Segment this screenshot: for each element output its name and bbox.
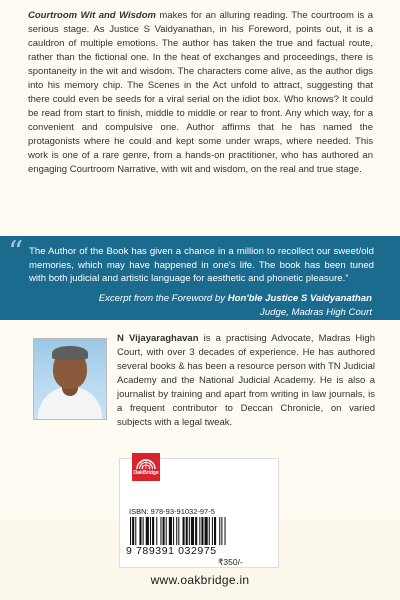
publisher-website[interactable]: www.oakbridge.in [150,573,250,587]
barcode-bar [183,517,185,545]
barcode-bar [199,517,200,545]
barcode-bar [186,517,188,545]
barcode-bar [146,517,149,545]
barcode-bar [219,517,220,545]
barcode-bar [130,517,131,545]
barcode-bar [221,517,222,545]
barcode-bar [212,517,213,545]
barcode-bar [191,517,194,545]
author-bio [117,332,375,430]
attribution-prefix: Excerpt from the Foreword by [98,293,228,304]
attribution-name: Hon'ble Justice S Vaidyanathan [227,293,372,304]
barcode-bar [160,517,161,545]
barcode-bar [156,517,157,545]
barcode-bar [176,517,177,545]
barcode-card [119,458,279,568]
price-label: ₹350/- [218,557,243,567]
barcode-bar [169,517,172,545]
author-name: N Vijayaraghavan [117,333,199,344]
attribution-title: Judge, Madras High Court [260,306,372,318]
foreword-quote-text: The Author of the Book has given a chance in a million to recollect our sweet/old memories, which may have happened in one's life. The book has been tuned with both judicial and artistic language for aesthetic and phonetic pleasure. [29,246,374,284]
barcode [130,517,266,545]
oakbridge-logo [132,453,160,481]
barcode-bar [214,517,216,545]
barcode-bar [189,517,190,545]
barcode-bar [152,517,154,545]
barcode-bar [178,517,179,545]
barcode-bar [201,517,203,545]
barcode-bar [132,517,134,545]
barcode-bar [166,517,167,545]
barcode-bar [150,517,151,545]
barcode-bar [209,517,210,545]
book-title-lead: Courtroom Wit and Wisdom [28,10,156,21]
barcode-bar [225,517,226,545]
barcode-bar [143,517,144,545]
foreword-quote-band [0,236,400,320]
barcode-bar [135,517,136,545]
barcode-bar [139,517,141,545]
barcode-bar [195,517,197,545]
foreword-quote [29,245,374,286]
bridge-arch-icon [135,456,157,470]
author-bio-text: is a practising Advocate, Madras High Court, with over 3 decades of experience. He has authored several books & has been a resource person with TN Judicial Academy and the National Judicial Academy. He is also a journalist by training and apart from writing in law journals, is a frequent contributor to Deccan Chronicle, on varied subjects with a legal tweak. [117,333,375,428]
blurb-text: makes for an alluring reading. The courtroom is a serious stage. As Justice S Vaidyanathan, in his Foreword, points out, it is a cauldron of multiple emotions. The author has taken the true and factual route, rather than the fictional one. In the heat of exchanges and proceedings, there is spontaneity in the wit and wisdom. The characters come alive, as the author digs into his memory chip. The Scenes in the Act unfold to attract, suggesting that there could even be seeds for a viral serial on the idiot box. Who knows? It could be read from start to finish, middle to middle or rear to front. Any which way, for a convenient and compulsive one. Author affirms that he has named the protagonists where he could and kept some under wraps, where needed. This work is one of a rare genre, from a hands-on practitioner, who has authored an engaging Courtroom Narrative, with wit and wisdom, on the real and true stage. [28,10,373,175]
close-quote-mark: ” [345,273,349,284]
author-photo-hair [52,346,88,360]
quote-attribution [32,292,372,319]
barcode-bar [173,517,174,545]
open-quote-icon: “ [8,235,24,270]
barcode-digits: 9 789391 032975 [126,545,217,557]
logo-wordmark: OakBridge [133,470,159,476]
author-photo [33,338,107,420]
blurb-paragraph [28,9,373,177]
isbn-label: ISBN: 978-93-91032-97-5 [129,507,215,516]
barcode-bar [205,517,208,545]
barcode-bar [163,517,165,545]
blurb-section [0,0,400,236]
